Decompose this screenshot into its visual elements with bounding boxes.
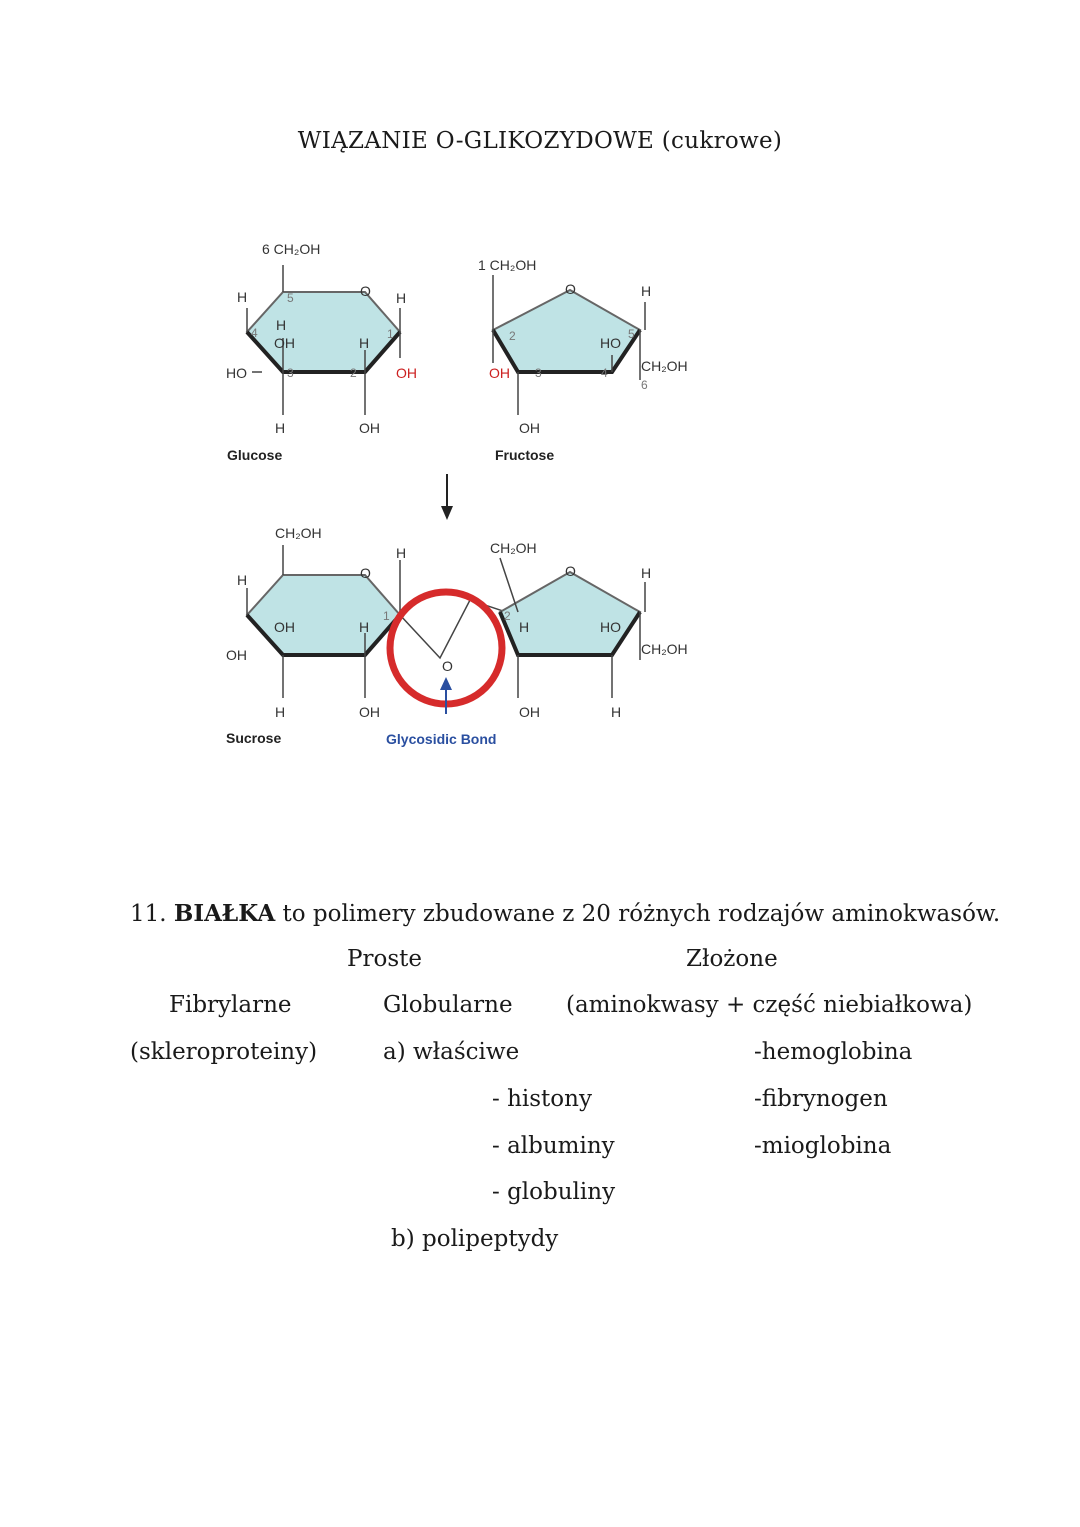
fructose-num-2: 2 xyxy=(509,329,516,343)
globular-b-label: b) polipeptydy xyxy=(391,1226,559,1252)
sucrose-glc-num-1: 1 xyxy=(383,609,390,623)
glucose-h-left: H xyxy=(237,289,248,305)
glucose-num-1: 1 xyxy=(387,327,394,341)
glucose-oh-inner: OH xyxy=(274,335,295,351)
fructose-molecule xyxy=(478,257,688,463)
page-title: WIĄZANIE O-GLIKOZYDOWE (cukrowe) xyxy=(297,128,783,154)
fructose-num-4: 4 xyxy=(601,366,608,380)
sucrose-fru-h-inner: H xyxy=(519,619,530,635)
fructose-num-6: 6 xyxy=(641,378,648,392)
glucose-c6-label: 6 CH₂OH xyxy=(262,241,321,257)
glucose-h-bottom: H xyxy=(275,420,286,436)
sucrose-glc-oh-inner: OH xyxy=(274,619,295,635)
glucose-oh-bottom: OH xyxy=(359,420,380,436)
section-term: BIAŁKA xyxy=(173,900,276,927)
sucrose-fru-ch2oh: CH₂OH xyxy=(490,540,537,556)
sucrose-fru-num-2: 2 xyxy=(504,609,511,623)
glycosidic-bond-label: Glycosidic Bond xyxy=(386,731,497,747)
sucrose-fru-oh-bottom: OH xyxy=(519,704,540,720)
complex-description: (aminokwasy + część niebiałkowa) xyxy=(566,992,973,1018)
fructose-num-3: 3 xyxy=(535,366,542,380)
section-number: 11. xyxy=(130,901,167,927)
globular-label: Globularne xyxy=(383,992,513,1018)
sucrose-name: Sucrose xyxy=(226,730,282,746)
globular-a-label: a) właściwe xyxy=(383,1039,520,1065)
sucrose-glc-h-bottom: H xyxy=(275,704,286,720)
sucrose-fru-h-right: H xyxy=(641,565,652,581)
sucrose-glc-h-left: H xyxy=(237,572,248,588)
protein-definition xyxy=(130,900,1000,927)
complex-item-mioglobina: -mioglobina xyxy=(754,1133,892,1159)
complex-item-hemoglobina: -hemoglobina xyxy=(754,1039,913,1065)
sucrose-fru-ch2oh-right: CH₂OH xyxy=(641,641,688,657)
fructose-ho-c4: HO xyxy=(600,335,621,351)
sucrose-fru-o: O xyxy=(565,563,576,579)
glucose-num-3: 3 xyxy=(287,366,294,380)
globular-item-globuliny: - globuliny xyxy=(492,1179,616,1205)
fructose-oh-c2: OH xyxy=(489,365,510,381)
sucrose-glc-o: O xyxy=(360,565,371,581)
sucrose-fru-ho: HO xyxy=(600,619,621,635)
sucrose-glc-oh-left: OH xyxy=(226,647,247,663)
glucose-molecule xyxy=(226,241,417,463)
section-sentence: to polimery zbudowane z 20 różnych rodzajów aminokwasów. xyxy=(275,901,1001,927)
glucose-name: Glucose xyxy=(227,447,283,463)
sucrose-molecule xyxy=(226,525,688,747)
glucose-num-2: 2 xyxy=(350,366,357,380)
globular-item-histony: - histony xyxy=(492,1086,592,1112)
glucose-h-c2: H xyxy=(359,335,370,351)
fructose-num-5: 5 xyxy=(628,327,635,341)
sucrose-glc-h-top: H xyxy=(396,545,407,561)
simple-proteins-label: Proste xyxy=(347,946,422,972)
fructose-h-right: H xyxy=(641,283,652,299)
glucose-num-4: 4 xyxy=(251,326,258,340)
glycosidic-bond-arrow-head xyxy=(440,677,452,690)
fructose-c6-label: CH₂OH xyxy=(641,358,688,374)
glucose-ho-left: HO xyxy=(226,365,247,381)
globular-item-albuminy: - albuminy xyxy=(492,1133,615,1159)
glucose-h-top: H xyxy=(396,290,407,306)
glucose-ring-o: O xyxy=(360,283,371,299)
fibrillar-label: Fibrylarne xyxy=(169,992,292,1018)
sucrose-fru-h-bottom: H xyxy=(611,704,622,720)
sucrose-bridge-o: O xyxy=(442,658,453,674)
fructose-c1-label: 1 CH₂OH xyxy=(478,257,537,273)
glucose-num-5: 5 xyxy=(287,291,294,305)
fibrillar-subtitle: (skleroproteiny) xyxy=(130,1039,318,1065)
sucrose-glc-ch2oh: CH₂OH xyxy=(275,525,322,541)
fructose-name: Fructose xyxy=(495,447,555,463)
reaction-arrow xyxy=(441,474,453,520)
sucrose-bond-fru-ch2oh xyxy=(500,558,518,612)
fructose-oh-bottom: OH xyxy=(519,420,540,436)
fructose-ring-o: O xyxy=(565,281,576,297)
sucrose-formation-diagram xyxy=(0,220,1080,780)
glucose-oh-c1: OH xyxy=(396,365,417,381)
complex-proteins-label: Złożone xyxy=(686,946,778,972)
glucose-h-inner: H xyxy=(276,317,287,333)
complex-item-fibrynogen: -fibrynogen xyxy=(754,1086,888,1112)
sucrose-glc-h-c2: H xyxy=(359,619,370,635)
sucrose-glc-oh-bottom: OH xyxy=(359,704,380,720)
